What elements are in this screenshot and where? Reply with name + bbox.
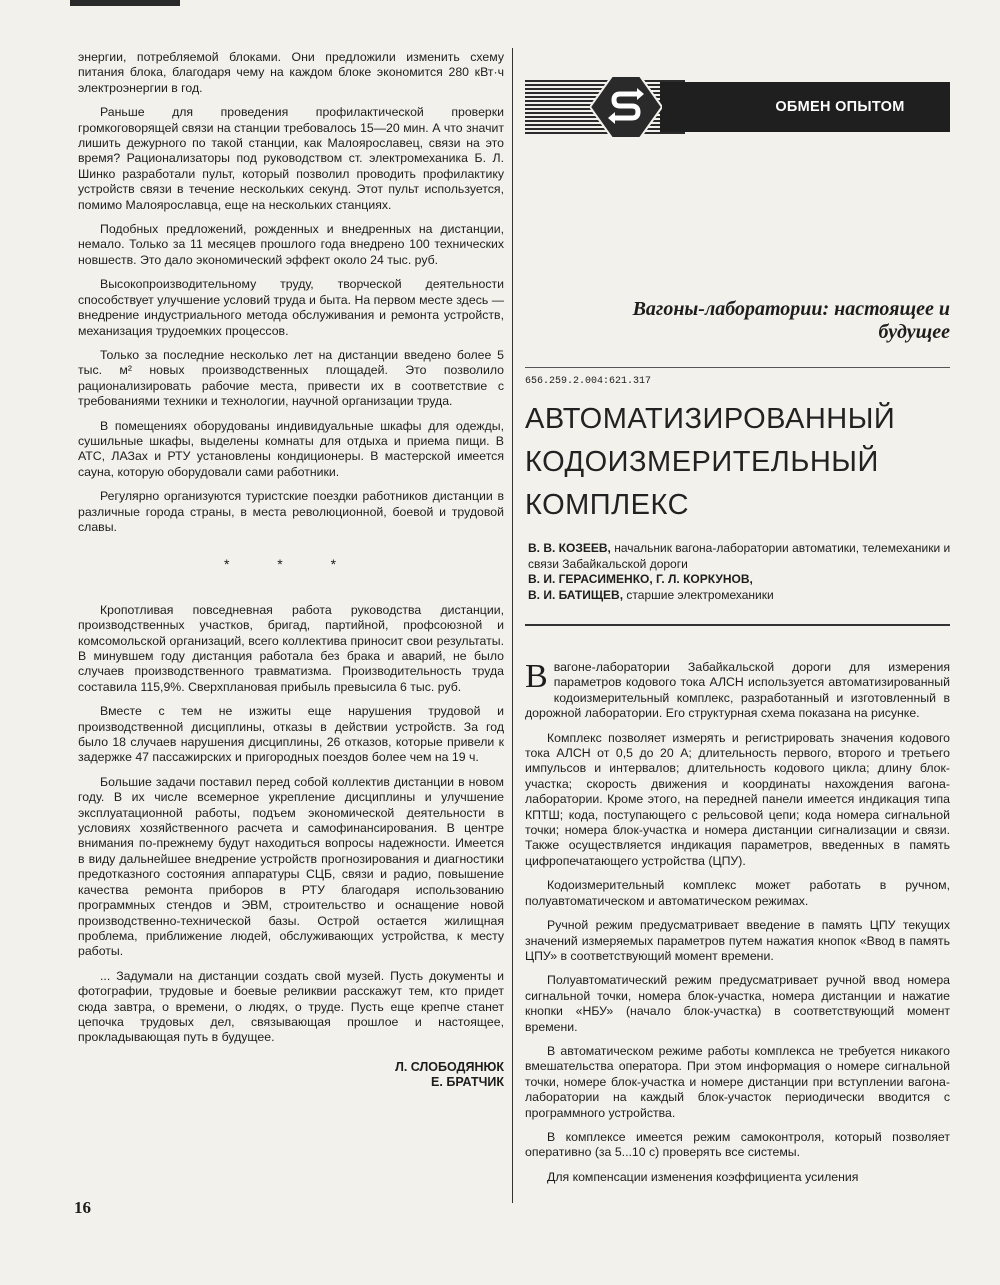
signature-author: Л. СЛОБОДЯНЮК <box>395 1059 504 1074</box>
author-entry <box>528 572 953 588</box>
article-title-line: КОМПЛЕКС <box>525 489 690 521</box>
signature <box>78 1060 504 1091</box>
section-separator: * * * <box>223 556 359 573</box>
paragraph: Раньше для проведения профилактической проверки громкоговорящей связи на станции требовалось 15—20 мин. А что значит лишить дежурного по такой станции, как Малоярославец, связи на это время? Рационализаторы под руководством ст. электромеханика Б. Л. Шинко разработали пульт, который позволил проводить профилактику устройств связи в течение нескольких секунд. Этот пульт используется, помимо Малоярославца, еще на нескольких станциях. <box>78 105 504 212</box>
rule-line <box>525 367 950 368</box>
banner-label: ОБМЕН ОПЫТОМ <box>775 99 905 115</box>
author-role: начальник вагона-лаборатории автоматики, телемеханики и связи Забайкальской дороги <box>528 541 951 571</box>
paragraph: Регулярно организуются туристские поездки работников дистанции в различные города страны, в места революционной, боевой и трудовой славы. <box>78 489 504 534</box>
signature-author: Е. БРАТЧИК <box>431 1075 504 1090</box>
column-divider <box>512 48 513 1203</box>
udc-code: 656.259.2.004:621.317 <box>525 376 652 387</box>
paragraph: Высокопроизводительному труду, творческой деятельности способствует улучшение условий труда и быта. На первом месте здесь — внедрение индустриального метода обслуживания и ремонта устройств, механизация трудоемких процессов. <box>78 277 504 338</box>
article-title <box>525 398 965 527</box>
drop-cap: В <box>525 658 548 695</box>
authors-block <box>528 541 953 603</box>
paragraph: Только за последние несколько лет на дистанции введено более 5 тыс. м² новых производственных площадей. Это позволило рационализировать рабочие места, привести их в соответствие с требованиями техники и технологии, научной организации труда. <box>78 347 504 409</box>
author-entry <box>528 588 953 604</box>
left-column <box>78 50 504 1091</box>
author-name: В. И. ГЕРАСИМЕНКО, Г. Л. КОРКУНОВ, <box>528 572 753 587</box>
rule-line-thick <box>525 624 950 626</box>
lead-text: вагоне-лаборатории Забайкальской дороги для измерения параметров кодового тока АЛСН используется автоматизированный кодоизмерительный комплекс, разработанный и изготовленный в дорожной лаборатории. Его структурная схема показана на рисунке. <box>525 660 950 721</box>
author-name: В. В. КОЗЕЕВ, <box>528 541 611 555</box>
paragraph: Кропотливая повседневная работа руководства дистанции, производственных участков, бригад, партийной, профсоюзной и комсомольской организаций, всего коллектива приносит свои результаты. В минувшем году дистанция работала без брака и аварий, не было случаев производственного травматизма. Производительность труда составила 115,9%. Сверхплановая прибыль превысила 6 тыс. руб. <box>78 602 504 694</box>
paragraph: Комплекс позволяет измерять и регистрировать значения кодового тока АЛСН от 0,5 до 20 А; длительность первого, второго и третьего импульсов и интервалов; длительность кодового цикла; длину блок-участка; скорость движения и координаты нахождения вагона-лаборатории. Кроме этого, на передней панели имеется индикация типа КПТШ; кода, поступающего с рельсовой цепи; кода номера сигнальной точки; номера блок-участка и номера дистанции сигнализации и связи. Также осуществляется индикация параметров, введенных в память цифропечатающего устройства (ЦПУ). <box>525 730 950 868</box>
article-title-line: АВТОМАТИЗИРОВАННЫЙ <box>525 403 896 435</box>
author-entry <box>528 541 953 572</box>
article-title-line: КОДОИЗМЕРИТЕЛЬНЫЙ <box>525 446 879 478</box>
paragraph: Для компенсации изменения коэффициента усиления <box>547 1169 859 1184</box>
rubric-title: Вагоны-лаборатории: настоящее и будущее <box>632 298 950 343</box>
paragraph: Большие задачи поставил перед собой коллектив дистанции в новом году. В их числе всемерное укрепление дисциплины и улучшение эксплуатационной работы, подъем экономической деятельности в условиях хозяйственного расчета и самофинансирования. В центре внимания по-прежнему будут находиться вопросы надежности. Имеется в виду дальнейшее внедрение устройств прогнозирования и диагностики предотказного состояния аппаратуры СЦБ, связи и радио, повышение качества ремонта приборов в РТУ благодаря использованию программных стендов и ЭВМ, строительство и оснащение новой производственно-технической базы. Острой остается жилищная проблема, приближение людей, обслуживающих устройства, к месту работы. <box>78 774 504 959</box>
paragraph: ... Задумали на дистанции создать свой музей. Пусть документы и фотографии, трудовые и боевые реликвии расскажут тем, кто придет сюда завтра, о времени, о людях, о труде. Пусть еще крепче станет цепочка трудовых дел, связывающая прошлое и настоящее, прокладывающая путь в будущее. <box>78 968 504 1045</box>
right-column <box>525 660 950 1185</box>
paragraph: В комплексе имеется режим самоконтроля, который позволяет оперативно (за 5...10 с) проверять все системы. <box>525 1129 950 1160</box>
section-banner <box>525 76 950 138</box>
paragraph: В автоматическом режиме работы комплекса не требуется никакого вмешательства оператора. При этом информация о номере сигнальной точки, номере блок-участка и номере дистанции при вступлении вагона-лаборатории на каждый блок-участок периодически вводится с программного устройства. <box>525 1043 950 1120</box>
paragraph: Вместе с тем не изжиты еще нарушения трудовой и производственной дисциплины, отказы в действии устройств. За год было 18 случаев нарушения дисциплины, 26 отказов, которые привели к задержке 47 пассажирских и пригородных поездов более чем на 19 ч. <box>78 704 504 765</box>
paragraph: Ручной режим предусматривает введение в память ЦПУ текущих значений измеряемых параметров путем нажатия кнопок «Ввод в память ЦПУ» в соответствующий момент времени. <box>525 918 950 963</box>
author-name: В. И. БАТИЩЕВ, <box>528 587 624 602</box>
paragraph: Подобных предложений, рожденных и внедренных на дистанции, немало. Только за 11 месяцев прошлого года внедрено 100 технических новшеств. Это дало экономический эффект около 24 тыс. руб. <box>78 222 504 267</box>
paragraph: Кодоизмерительный комплекс может работать в ручном, полуавтоматическом и автоматическом режимах. <box>525 878 950 908</box>
page-number: 16 <box>74 1198 91 1217</box>
banner-bar <box>660 82 950 132</box>
author-role: старшие электромеханики <box>626 587 774 602</box>
paragraph-lead <box>525 660 950 722</box>
paragraph: В помещениях оборудованы индивидуальные шкафы для одежды, сушильные шкафы, выделены комнаты для отдыха и приема пищи. В АТС, ЛАЗах и РТУ установлены кондиционеры. В мастерской имеется сауна, которую оборудовали сами работники. <box>78 418 504 479</box>
top-edge-bar <box>70 0 180 6</box>
rail-s-logo-icon <box>590 76 662 138</box>
paragraph: Полуавтоматический режим предусматривает ручной ввод номера сигнальной точки, номера блок-участка, номера дистанции и нажатие кнопки «НБУ» (начало блок-участка) в соответствующий момент времени. <box>525 973 950 1034</box>
paragraph: энергии, потребляемой блоками. Они предложили изменить схему питания блока, благодаря чему на каждом блоке экономится 280 кВт·ч электроэнергии в год. <box>78 50 504 95</box>
